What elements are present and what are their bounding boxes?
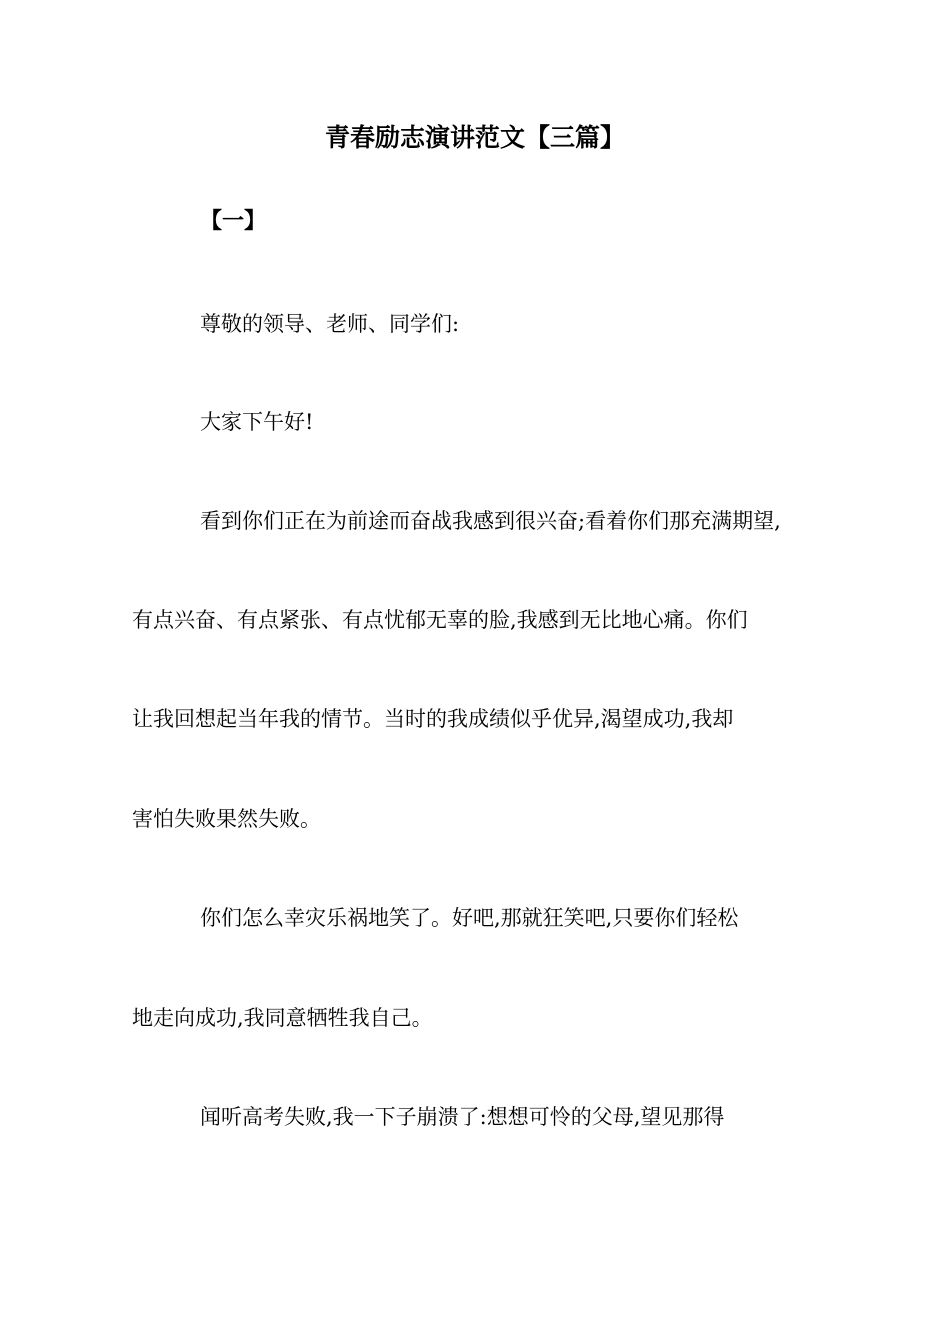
- document-title: 青春励志演讲范文【三篇】: [324, 123, 625, 152]
- paragraph-line: 地走向成功,我同意牺牲我自己。: [132, 1006, 433, 1030]
- paragraph-line: 尊敬的领导、老师、同学们:: [200, 312, 460, 336]
- section-heading: 【一】: [200, 209, 267, 234]
- paragraph-line: 让我回想起当年我的情节。当时的我成绩似乎优异,渴望成功,我却: [132, 707, 734, 731]
- paragraph-line: 闻听高考失败,我一下子崩溃了:想想可怜的父母,望见那得: [200, 1105, 725, 1129]
- paragraph-line: 害怕失败果然失败。: [132, 807, 321, 831]
- paragraph-line: 你们怎么幸灾乐祸地笑了。好吧,那就狂笑吧,只要你们轻松: [200, 906, 739, 930]
- paragraph-line: 有点兴奋、有点紧张、有点忧郁无辜的脸,我感到无比地心痛。你们: [132, 608, 748, 632]
- paragraph-line: 看到你们正在为前途而奋战我感到很兴奋;看着你们那充满期望,: [200, 509, 781, 533]
- paragraph-line: 大家下午好!: [200, 410, 314, 434]
